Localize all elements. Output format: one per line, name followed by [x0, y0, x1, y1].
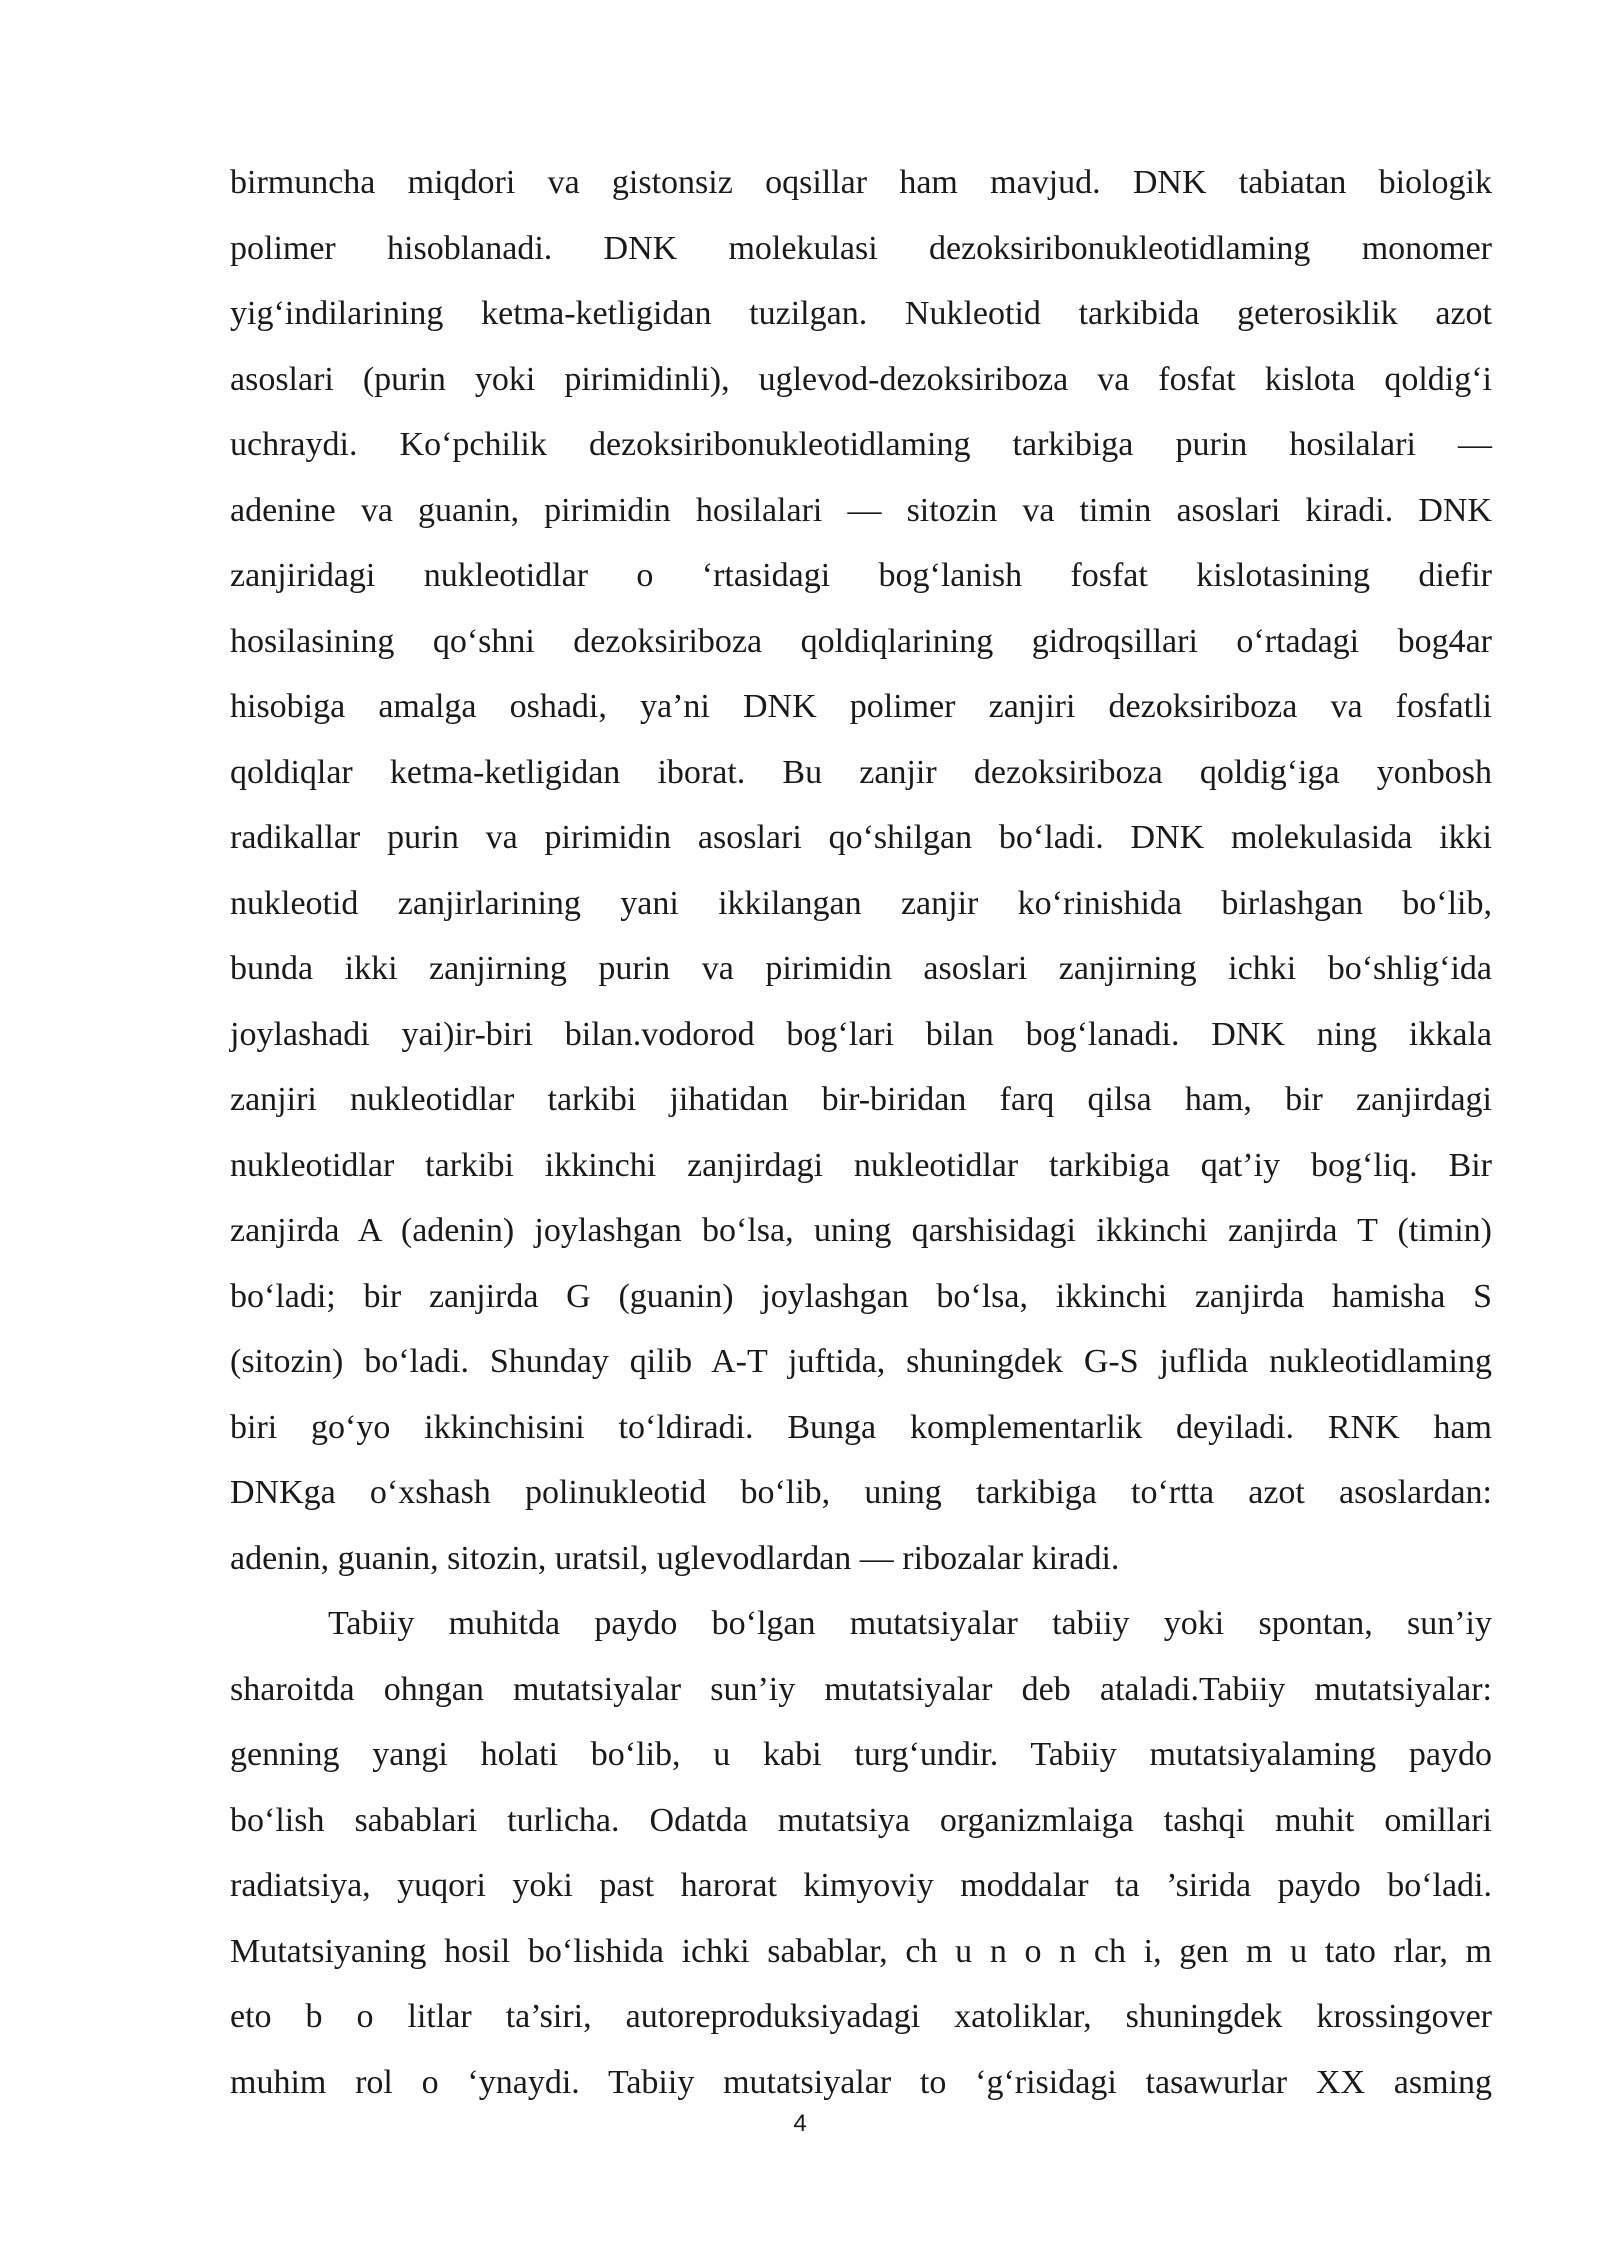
text-line: muhim rol o ‘ynaydi. Tabiiy mutatsiyalar to ‘g‘risidagi tasawurlar XX asming: [230, 2063, 1492, 2101]
text-line: genning yangi holati bo‘lib, u kabi turg‘undir. Tabiiy mutatsiyalaming paydo: [230, 1736, 1492, 1773]
text-line: uchraydi. Ko‘pchilik dezoksiribonukleotidlaming tarkibiga purin hosilalari —: [230, 426, 1492, 463]
text-line: bo‘lish sabablari turlicha. Odatda mutatsiya organizmlaiga tashqi muhit omillari: [230, 1801, 1492, 1839]
text-line: hisobiga amalga oshadi, ya’ni DNK polimer zanjiri dezoksiriboza va fosfatli: [230, 688, 1492, 725]
text-line: adenine va guanin, pirimidin hosilalari — sitozin va timin asoslari kiradi. DNK: [230, 491, 1492, 529]
text-line: zanjiri nukleotidlar tarkibi jihatidan bir-biridan farq qilsa ham, bir zanjirdagi: [230, 1081, 1492, 1118]
text-line: nukleotid zanjirlarining yani ikkilangan zanjir ko‘rinishida birlashgan bo‘lib,: [230, 884, 1492, 922]
text-line: DNKga o‘xshash polinukleotid bo‘lib, uning tarkibiga to‘rtta azot asoslardan:: [230, 1474, 1492, 1511]
paragraph-mutations: [230, 1591, 1492, 2115]
paragraph-dna-structure: [230, 150, 1492, 1591]
body-text: [230, 150, 1492, 2115]
text-line: qoldiqlar ketma-ketligidan iborat. Bu zanjir dezoksiriboza qoldig‘iga yonbosh: [230, 753, 1492, 791]
text-line: yig‘indilarining ketma-ketligidan tuzilgan. Nukleotid tarkibida geterosiklik azot: [230, 295, 1492, 332]
text-line: sharoitda ohngan mutatsiyalar sun’iy mutatsiyalar deb ataladi.Tabiiy mutatsiyalar:: [230, 1670, 1492, 1708]
text-line: hosilasining qo‘shni dezoksiriboza qoldiqlarining gidroqsillari o‘rtadagi bog4ar: [230, 622, 1492, 660]
text-line: zanjirda A (adenin) joylashgan bo‘lsa, uning qarshisidagi ikkinchi zanjirda T (timin): [230, 1212, 1492, 1249]
text-line: polimer hisoblanadi. DNK molekulasi dezoksiribonukleotidlaming monomer: [230, 229, 1492, 267]
text-line: asoslari (purin yoki pirimidinli), uglevod-dezoksiriboza va fosfat kislota qoldig‘i: [230, 360, 1492, 398]
text-line: nukleotidlar tarkibi ikkinchi zanjirdagi nukleotidlar tarkibiga qat’iy bog‘liq. Bir: [230, 1146, 1492, 1184]
text-line: zanjiridagi nukleotidlar o ‘rtasidagi bog‘lanish fosfat kislotasining diefir: [230, 557, 1492, 594]
text-line: (sitozin) bo‘ladi. Shunday qilib A-T juftida, shuningdek G-S juflida nukleotidlaming: [230, 1343, 1492, 1380]
text-line: bo‘ladi; bir zanjirda G (guanin) joylashgan bo‘lsa, ikkinchi zanjirda hamisha S: [230, 1277, 1492, 1315]
text-line: eto b o litlar ta’siri, autoreproduksiyadagi xatoliklar, shuningdek krossingover: [230, 1998, 1492, 2035]
text-line: radikallar purin va pirimidin asoslari qo‘shilgan bo‘ladi. DNK molekulasida ikki: [230, 819, 1492, 856]
text-line: radiatsiya, yuqori yoki past harorat kimyoviy moddalar ta ’sirida paydo bo‘ladi.: [230, 1867, 1492, 1904]
text-line: joylashadi yai)ir-biri bilan.vodorod bog‘lari bilan bog‘lanadi. DNK ning ikkala: [230, 1015, 1492, 1053]
text-line: Mutatsiyaning hosil bo‘lishida ichki sabablar, ch u n o n ch i, gen m u tato rlar, m: [230, 1932, 1492, 1970]
text-line: adenin, guanin, sitozin, uratsil, uglevodlardan — ribozalar kiradi.: [230, 1539, 1120, 1577]
text-line: Tabiiy muhitda paydo bo‘lgan mutatsiyalar tabiiy yoki spontan, sun’iy: [328, 1605, 1492, 1642]
text-line: bunda ikki zanjirning purin va pirimidin asoslari zanjirning ichki bo‘shlig‘ida: [230, 950, 1492, 987]
text-line: birmuncha miqdori va gistonsiz oqsillar ham mavjud. DNK tabiatan biologik: [230, 164, 1492, 201]
text-line: biri go‘yo ikkinchisini to‘ldiradi. Bunga komplementarlik deyiladi. RNK ham: [230, 1408, 1492, 1446]
page-number: 4: [793, 2110, 807, 2137]
